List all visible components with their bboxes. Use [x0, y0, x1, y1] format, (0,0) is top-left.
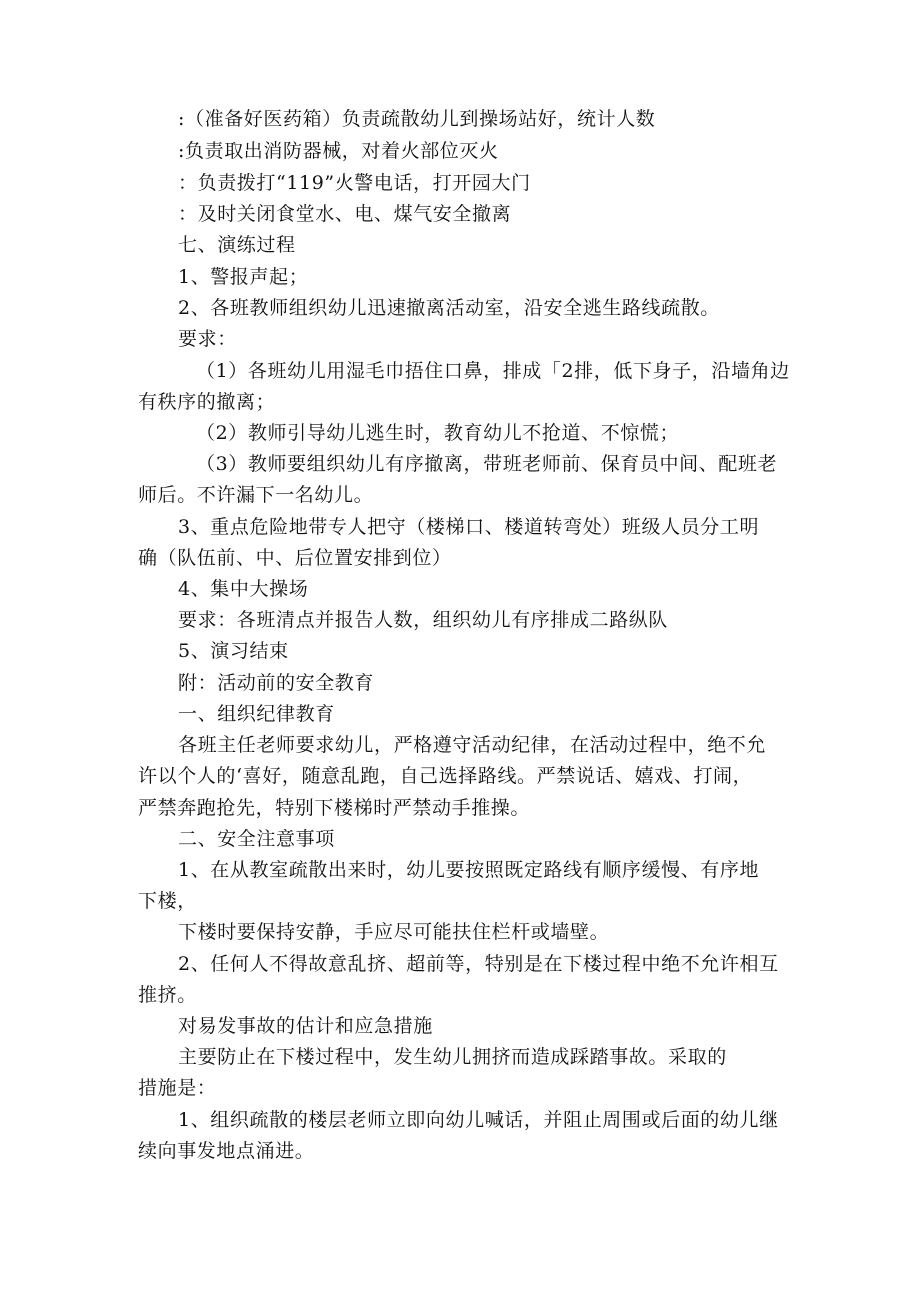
text-line: （2）教师引导幼儿逃生时，教育幼儿不抢道、不惊慌；: [196, 422, 680, 444]
text-line: 下楼，: [138, 890, 197, 912]
text-line: 推挤。: [138, 984, 197, 1006]
text-line: （1）各班幼儿用湿毛巾捂住口鼻，排成「2排，低下身子，沿墙角边: [196, 360, 790, 382]
text-line: 严禁奔跑抢先，特别下楼梯时严禁动手推操。: [138, 797, 531, 819]
text-line: 下楼时要保持安静，手应尽可能扶住栏杆或墙壁。: [178, 921, 610, 943]
text-line: 对易发事故的估计和应急措施: [178, 1015, 433, 1037]
text-line: 措施是：: [138, 1077, 217, 1099]
text-line: 5、演习结束: [178, 640, 289, 662]
text-line: 1、组织疏散的楼层老师立即向幼儿喊话，并阻止周围或后面的幼儿继: [178, 1109, 779, 1131]
text-line: :（准备好医药箱）负责疏散幼儿到操场站好，统计人数: [178, 108, 656, 130]
text-line: 各班主任老师要求幼儿，严格遵守活动纪律，在活动过程中，绝不允: [178, 734, 767, 756]
text-line: 4、集中大操场: [178, 578, 309, 600]
text-line: 确（队伍前、中、后位置安排到位）: [138, 547, 452, 569]
text-line: 3、重点危险地带专人把守（楼梯口、楼道转弯处）班级人员分工明: [178, 516, 760, 538]
text-line: 主要防止在下楼过程中，发生幼儿拥挤而造成踩踏事故。采取的: [178, 1046, 727, 1068]
text-line: （3）教师要组织幼儿有序撤离，带班老师前、保育员中间、配班老: [196, 453, 778, 475]
text-line: 许以个人的‘喜好，随意乱跑，自己选择路线。严禁说话、嬉戏、打闹，: [138, 765, 753, 787]
text-line: 有秩序的撤离；: [138, 391, 276, 413]
text-line: 要求：: [178, 328, 237, 350]
text-line: 附：活动前的安全教育: [178, 672, 375, 694]
text-line: 师后。不许漏下一名幼儿。: [138, 484, 374, 506]
text-line: 续向事发地点涌进。: [138, 1140, 315, 1162]
text-line: 要求：各班清点并报告人数，组织幼儿有序排成二路纵队: [178, 609, 669, 631]
section-heading: 二、安全注意事项: [178, 828, 335, 850]
text-line: 2、任何人不得故意乱挤、超前等，特别是在下楼过程中绝不允许相互: [178, 953, 779, 975]
text-line: :负责取出消防器械，对着火部位灭火: [178, 140, 499, 162]
text-line: 2、各班教师组织幼儿迅速撤离活动室，沿安全逃生路线疏散。: [178, 297, 720, 319]
text-line: ：负责拨打“119”火警电话，打开园大门: [178, 172, 531, 194]
section-heading: 七、演练过程: [178, 234, 296, 256]
text-line: 1、在从教室疏散出来时，幼儿要按照既定路线有顺序缓慢、有序地: [178, 859, 760, 881]
section-heading: 一、组织纪律教育: [178, 703, 335, 725]
text-line: ：及时关闭食堂水、电、煤气安全撤离: [178, 203, 512, 225]
text-line: 1、警报声起；: [178, 266, 309, 288]
